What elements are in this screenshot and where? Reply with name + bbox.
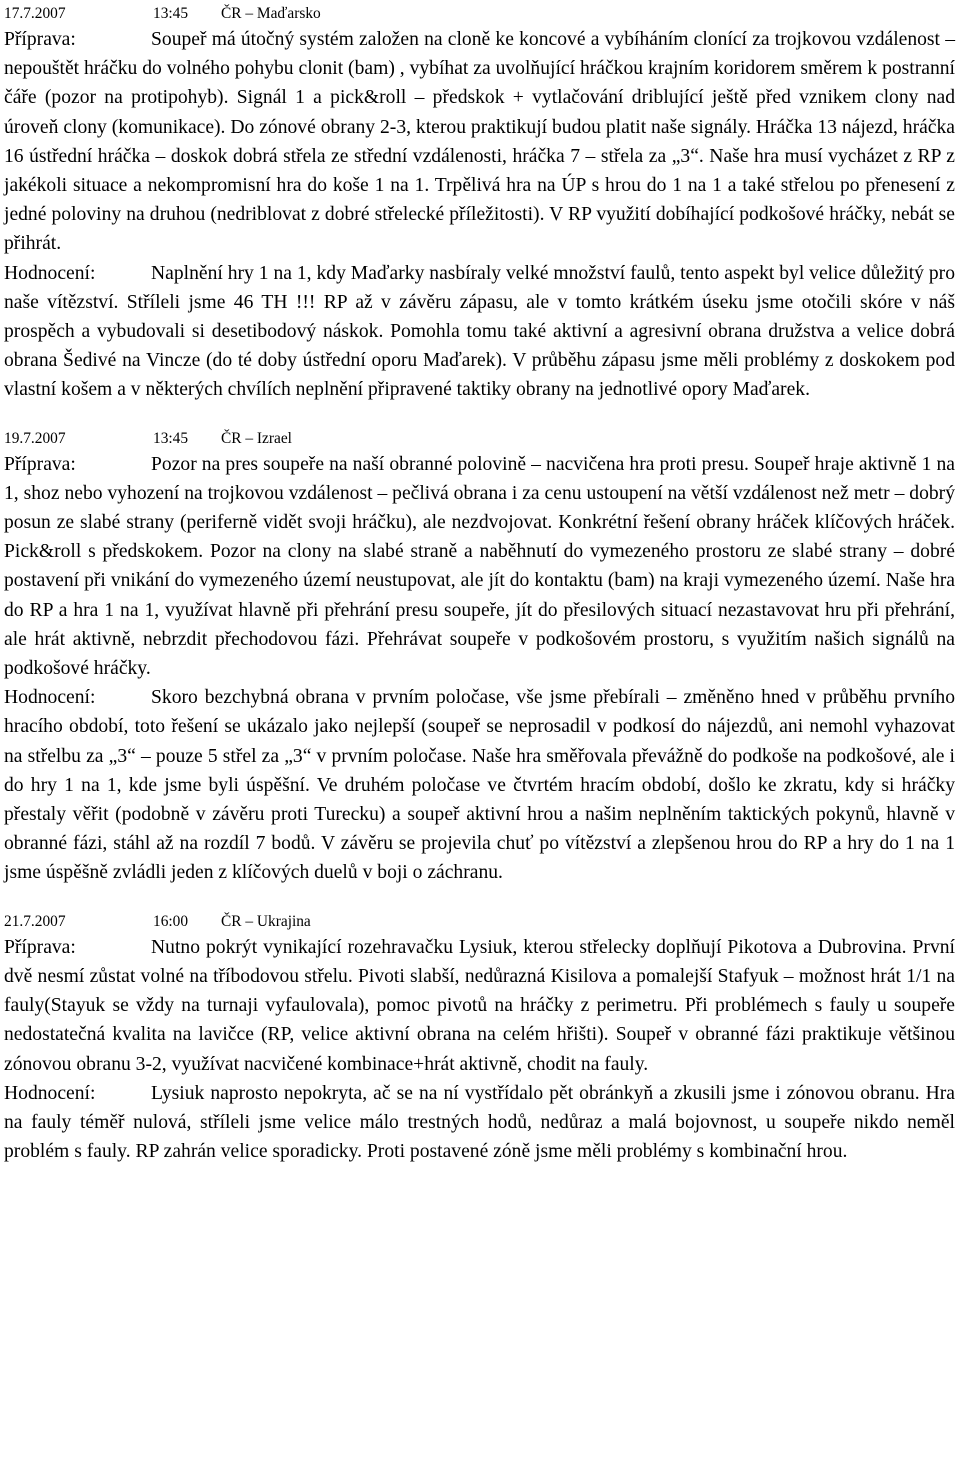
match-header [4,428,955,450]
evaluation-text: Naplnění hry 1 na 1, kdy Maďarky nasbíraly velké množství faulů, tento aspekt byl velice důležitý pro naše vítězství. Stříleli jsme 46 TH !!! RP až v závěru zápasu, ale v tomto krátkém úseku jsme otočili skóre v náš prospěch a vybudovali si desetibodový náskok. Pomohla tomu také aktivní a agresivní obrana družstva a velice dobrá obrana Šedivé na Vincze (do té doby ústřední oporu Maďarek). V průběhu zápasu jsme měli problémy z doskokem pod vlastní košem a v některých chvílích neplnění připravené taktiky obrany na jednotlivé opory Maďarek. [4,262,955,401]
match-date: 17.7.2007 [4,5,66,22]
match-report-ukraine [4,911,955,1167]
match-time: 13:45 [153,429,189,447]
preparation-label: Příprava: [4,453,76,475]
preparation-label: Příprava: [4,29,76,50]
match-teams: ČR – Maďarsko [221,5,321,22]
match-header [4,3,955,25]
evaluation-label: Hodnocení: [4,1082,96,1104]
preparation-text: Soupeř má útočný systém založen na cloně ke koncové a vybíháním clonící za trojkovou vzdálenost – nepouštět hráčku do volného pohybu clonit (bam) , vybíhat za uvolňující hráčkou krajním koridorem směrem k postranní čáře (pozor na protipohyb). Signál 1 a pick&roll – předskok + vytlačování driblující ještě před vznikem clony nad úroveň clony (komunikace). Do zónové obrany 2-3, kterou praktikují budou platit naše signály. Hráčka 13 nájezd, hráčka 16 ústřední hráčka – doskok dobrá střela ze střední vzdálenosti, hráčka 7 – střela za „3“. Naše hra musí vycházet z RP z jakékoli situace a nekompromisní hra do koše 1 na 1. Trpělivá hra na ÚP s hrou do 1 na 1 a také střelou po přenesení z jedné poloviny na druhou (nedriblovat z dobré střelecké příležitosti). V RP využití dobíhající podkošové hráčky, nebát se přihrát. [4,29,955,255]
preparation-label: Příprava: [4,936,76,958]
document-page [4,3,955,1166]
evaluation-label: Hodnocení: [4,262,96,284]
evaluation-paragraph [4,683,955,887]
preparation-text: Nutno pokrýt vynikající rozehravačku Lysiuk, kterou střelecky doplňují Pikotova a Dubrovina. První dvě nesmí zůstat volné na tříbodovou střelu. Pivoti slabší, nedůrazná Kisilova a pomalejší Stafyuk – možnost hrát 1/1 na fauly(Stayuk se vždy na turnaji vyfaulovala), pomoc pivotů na hráčky z perimetru. Při problémech s fauly u soupeře nedostatečná kvalita na lavičce (RP, velice aktivní obrana na celém hřišti). Soupeř v obranné fázi praktikuje většinou zónovou obranu 3-2, využívat nacvičené kombinace+hrát aktivně, chodit na fauly. [4,936,955,1075]
match-report-israel [4,428,955,888]
match-report-hungary [4,3,955,405]
preparation-paragraph [4,933,955,1079]
match-teams: ČR – Izrael [221,429,292,447]
evaluation-paragraph [4,259,955,405]
evaluation-paragraph [4,1079,955,1167]
match-header [4,911,955,933]
match-time: 16:00 [153,912,189,930]
evaluation-label: Hodnocení: [4,687,96,709]
preparation-paragraph [4,25,955,259]
match-date: 21.7.2007 [4,912,66,930]
evaluation-text: Lysiuk naprosto nepokryta, ač se na ní vystřídalo pět obránkyň a zkusili jsme i zónovou obranu. Hra na fauly téměř nulová, stříleli jsme velice málo trestných hodů, nedůraz a malá bojovnost, u soupeře nikdo neměl problém s fauly. RP zahrán velice sporadicky. Proti postavené zóně jsme měli problémy s kombinační hrou. [4,1082,955,1163]
preparation-text: Pozor na pres soupeře na naší obranné polovině – nacvičena hra proti presu. Soupeř hraje aktivně 1 na 1, shoz nebo vyhození na trojkovou vzdálenost – pečlivá obrana i za cenu ustoupení na větší vzdálenost než metr – dobrý posun ze slabé strany (periferně vidět svoji hráčku), ale nezdvojovat. Konkrétní řešení obrany hráček klíčových hráček. Pick&roll s předskokem. Pozor na clony na slabé straně a naběhnutí do vymezeného prostoru ze slabé strany – dobré postavení při vnikání do vymezeného území neustupovat, ale jít do kontaktu (bam) na kraji vymezeného území. Naše hra do RP a hra 1 na 1, využívat hlavně při přehrání presu soupeře, jít do přesilových situací nezastavovat hru při přehrání, ale hrát aktivně, nebrzdit přechodovou fázi. Přehrávat soupeře v podkošovém prostoru, s využitím našich signálů na podkošové hráčky. [4,453,955,680]
match-time: 13:45 [153,5,189,22]
match-teams: ČR – Ukrajina [221,912,311,930]
evaluation-text: Skoro bezchybná obrana v prvním poločase, vše jsme přebírali – změněno hned v průběhu prvního hracího období, toto řešení se ukázalo jako nejlepší (soupeř se neprosadil v podkosí do nájezdů, ani nemohl vyhazovat na střelbu za „3“ – pouze 5 střel za „3“ v prvním poločase. Naše hra směřovala převážně do podkoše na podkošové, ale i do hry 1 na 1, kde jsme byli úspěšní. Ve druhém poločase ve čtvrtém hracím období, došlo ke zkratu, kdy si hráčky přestaly věřit (podobně v závěru proti Turecku) a soupeř aktivní hrou a našim neplněním taktických pokynů, hlavně v obranné fázi, stáhl až na rozdíl 7 bodů. V závěru se projevila chuť po vítězství a zlepšenou hrou do RP a hry do 1 na 1 jsme úspěšně zvládli jeden z klíčových duelů v boji o záchranu. [4,687,955,884]
preparation-paragraph [4,450,955,684]
match-date: 19.7.2007 [4,429,66,447]
